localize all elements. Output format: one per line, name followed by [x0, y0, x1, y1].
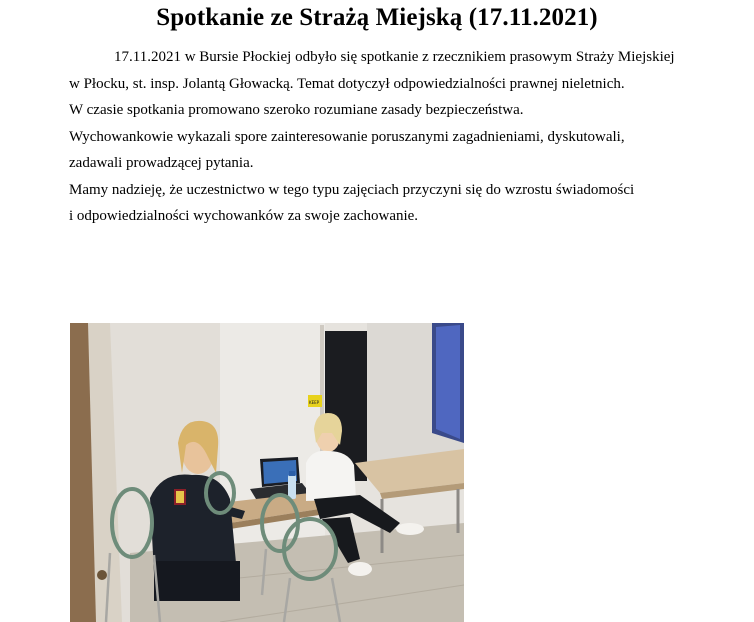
svg-text:KEEP: KEEP — [309, 400, 320, 405]
paragraph-line: w Płocku, st. insp. Jolantą Głowacką. Temat dotyczył odpowiedzialności prawnej nieletnich. — [69, 75, 625, 92]
article-paragraph — [69, 44, 749, 230]
meeting-photo — [70, 323, 464, 622]
paragraph-line: zadawali prowadzącej pytania. — [69, 155, 254, 171]
paragraph-line: Wychowankowie wykazali spore zainteresowanie poruszanymi zagadnieniami, dyskutowali, — [69, 128, 625, 145]
paragraph-line: Mamy nadzieję, że uczestnictwo w tego typu zajęciach przyczyni się do wzrostu świadomości — [69, 181, 635, 198]
page-title: Spotkanie ze Strażą Miejską (17.11.2021) — [156, 4, 598, 31]
paragraph-line: 17.11.2021 w Bursie Płockiej odbyło się spotkanie z rzecznikiem prasowym Straży Miejskiej — [114, 49, 675, 65]
paragraph-line: W czasie spotkania promowano szeroko rozumiane zasady bezpieczeństwa. — [69, 102, 524, 118]
paragraph-line: i odpowiedzialności wychowanków za swoje zachowanie. — [69, 208, 419, 224]
